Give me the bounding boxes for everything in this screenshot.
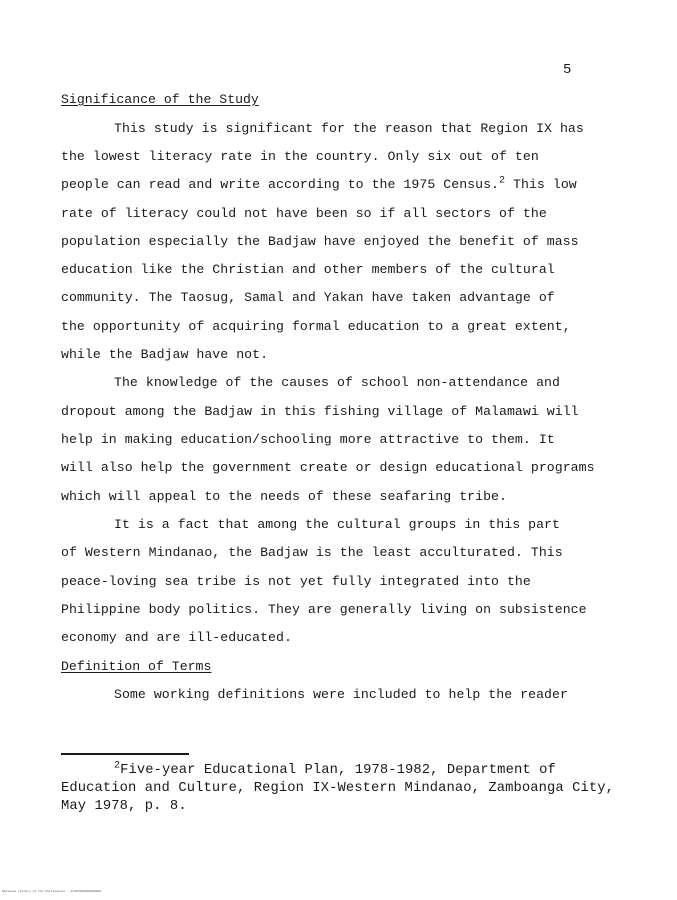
- footnote-line: May 1978, p. 8.: [61, 799, 187, 814]
- footnote-text: Five-year Educational Plan, 1978-1982, Department of: [120, 763, 556, 778]
- body-line: population especially the Badjaw have enjoyed the benefit of mass: [61, 234, 579, 249]
- section-heading-significance: Significance of the Study: [61, 92, 259, 107]
- body-line: [61, 177, 577, 192]
- footnote-ref: 2: [499, 175, 506, 187]
- body-line: education like the Christian and other members of the cultural: [61, 262, 555, 277]
- body-line: which will appeal to the needs of these seafaring tribe.: [61, 489, 507, 504]
- body-line: The knowledge of the causes of school non-attendance and: [114, 375, 560, 390]
- body-line: Philippine body politics. They are generally living on subsistence: [61, 602, 587, 617]
- body-line: This study is significant for the reason that Region IX has: [114, 121, 584, 136]
- section-heading-definition: Definition of Terms: [61, 659, 212, 674]
- footnote-rule: [61, 753, 189, 755]
- archive-stamp: National Library of the Philippines · ILHSY000000000000: [2, 890, 102, 893]
- page-number: 5: [563, 62, 572, 78]
- body-line: rate of literacy could not have been so if all sectors of the: [61, 206, 547, 221]
- body-line: It is a fact that among the cultural groups in this part: [114, 517, 560, 532]
- body-line: economy and are ill-educated.: [61, 630, 292, 645]
- body-line: while the Badjaw have not.: [61, 347, 269, 362]
- body-line: community. The Taosug, Samal and Yakan have taken advantage of: [61, 290, 555, 305]
- body-line: help in making education/schooling more attractive to them. It: [61, 432, 555, 447]
- body-line: of Western Mindanao, the Badjaw is the least acculturated. This: [61, 545, 563, 560]
- footnote-marker: 2: [114, 760, 121, 772]
- body-line-text: people can read and write according to the 1975 Census.: [61, 177, 500, 192]
- footnote-line: [114, 760, 556, 778]
- body-line: Some working definitions were included to help the reader: [114, 687, 568, 702]
- footnote-line: Education and Culture, Region IX-Western Mindanao, Zamboanga City,: [61, 781, 615, 796]
- body-line: dropout among the Badjaw in this fishing village of Malamawi will: [61, 404, 579, 419]
- body-line: the opportunity of acquiring formal education to a great extent,: [61, 319, 571, 334]
- body-line-tail: This low: [505, 177, 577, 192]
- body-line: will also help the government create or design educational programs: [61, 460, 595, 475]
- body-line: peace-loving sea tribe is not yet fully integrated into the: [61, 574, 531, 589]
- body-line: the lowest literacy rate in the country. Only six out of ten: [61, 149, 539, 164]
